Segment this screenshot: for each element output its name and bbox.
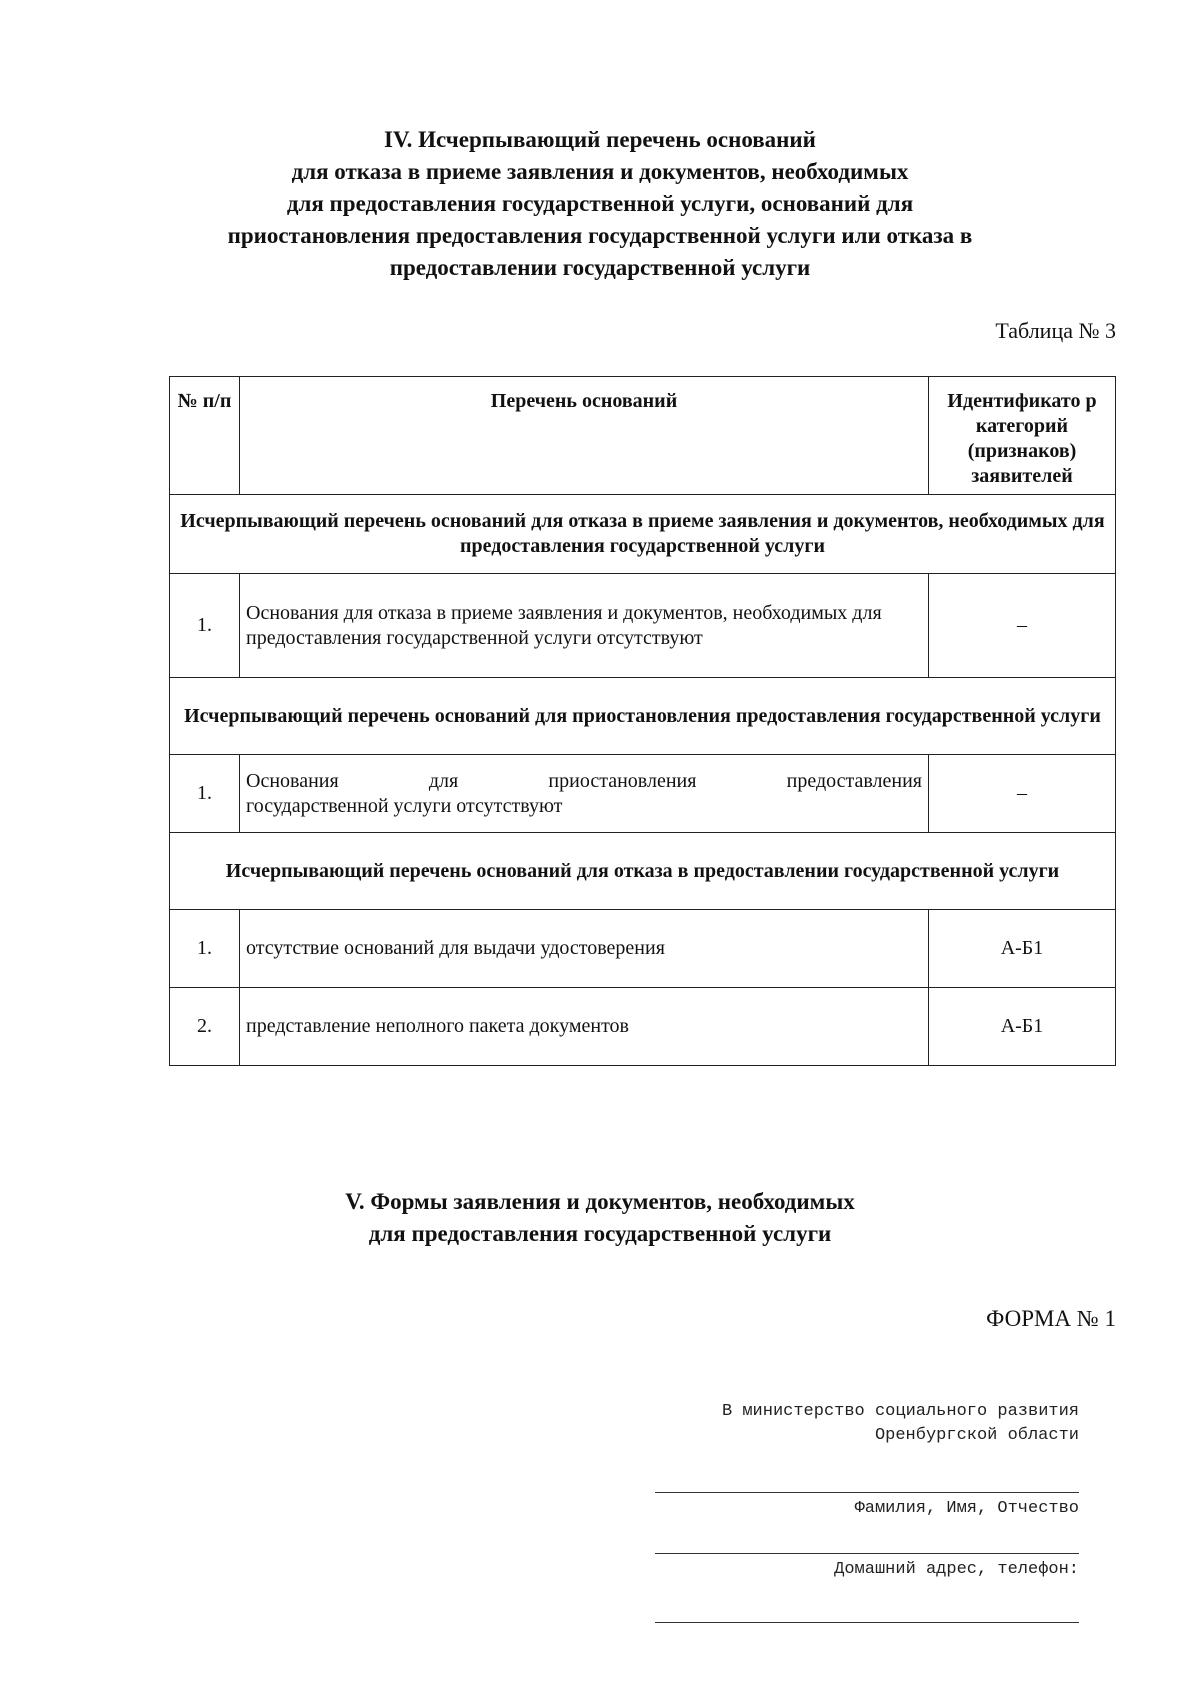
group-row	[170, 495, 1116, 574]
row-text-line: Основания для приостановления предоставления	[246, 769, 922, 792]
header-list: Перечень оснований	[240, 377, 929, 495]
row-ident: –	[929, 574, 1116, 678]
group-row	[170, 678, 1116, 755]
row-text: отсутствие оснований для выдачи удостоверения	[240, 910, 929, 988]
table-label: Таблица № 3	[995, 318, 1116, 343]
section-v-title-line: для предоставления государственной услуги	[368, 1221, 832, 1246]
group-title: Исчерпывающий перечень оснований для приостановления предоставления государственной услуги	[170, 678, 1116, 755]
section-v-title-line: V. Формы заявления и документов, необходимых	[345, 1189, 855, 1214]
table-row	[170, 574, 1116, 678]
row-ident: –	[929, 755, 1116, 833]
section-iv-title	[120, 124, 1080, 284]
section-iv-title-line: приостановления предоставления государственной услуги или отказа в	[227, 223, 973, 248]
section-iv-title-line: IV. Исчерпывающий перечень оснований	[384, 127, 816, 152]
row-num: 1.	[170, 574, 240, 678]
row-num: 1.	[170, 755, 240, 833]
addressee-block	[655, 1400, 1079, 1623]
table-row	[170, 988, 1116, 1066]
name-caption: Фамилия, Имя, Отчество	[854, 1499, 1079, 1518]
row-ident: А-Б1	[929, 910, 1116, 988]
row-ident: А-Б1	[929, 988, 1116, 1066]
name-fill-line	[655, 1492, 1079, 1493]
group-title: Исчерпывающий перечень оснований для отказа в приеме заявления и документов, необходимых для предоставления государственной услуги	[170, 495, 1116, 574]
section-iv-title-line: для предоставления государственной услуги, оснований для	[286, 191, 914, 216]
row-num: 1.	[170, 910, 240, 988]
row-text: Основания для отказа в приеме заявления и документов, необходимых для предоставления государственной услуги отсутствуют	[240, 574, 929, 678]
grounds-table	[169, 376, 1116, 1066]
section-v-title	[120, 1186, 1080, 1250]
header-ident: Идентификато р категорий (признаков) заявителей	[929, 377, 1116, 495]
group-row	[170, 833, 1116, 910]
addressee-line: В министерство социального развития	[721, 1402, 1079, 1421]
phone-fill-line	[655, 1622, 1079, 1623]
row-text-line: государственной услуги отсутствуют	[246, 794, 563, 817]
table-row	[170, 755, 1116, 833]
addressee-line: Оренбургской области	[874, 1426, 1079, 1445]
table-header-row	[170, 377, 1116, 495]
form-label: ФОРМА № 1	[986, 1306, 1116, 1331]
address-fill-line	[655, 1553, 1079, 1554]
address-caption: Домашний адрес, телефон:	[834, 1560, 1079, 1579]
header-num: № п/п	[170, 377, 240, 495]
section-iv-title-line: для отказа в приеме заявления и документов, необходимых	[291, 159, 909, 184]
table-row	[170, 910, 1116, 988]
row-text: представление неполного пакета документов	[240, 988, 929, 1066]
section-iv-title-line: предоставлении государственной услуги	[389, 255, 811, 280]
group-title: Исчерпывающий перечень оснований для отказа в предоставлении государственной услуги	[170, 833, 1116, 910]
row-num: 2.	[170, 988, 240, 1066]
row-text	[240, 755, 929, 833]
